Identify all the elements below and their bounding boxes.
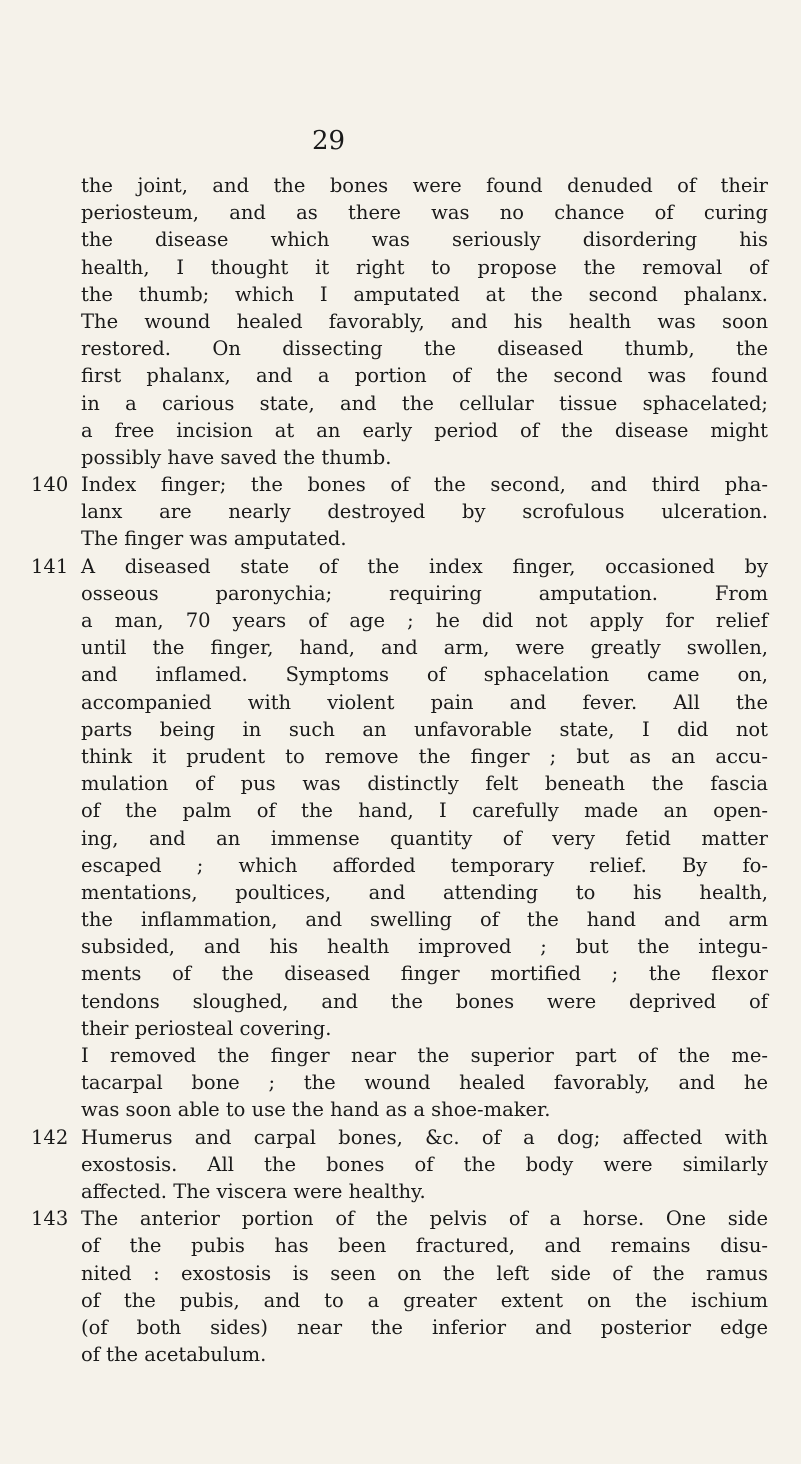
line-text: escaped ; which afforded temporary relief. By fo- [81,853,768,877]
text-line [0,1178,801,1205]
line-text: tendons sloughed, and the bones were deprived of [81,989,768,1013]
line-text: of the pubis has been fractured, and remains disu- [81,1234,768,1258]
text-line [0,281,801,308]
line-text: until the finger, hand, and arm, were greatly swollen, [81,636,768,660]
line-text: The finger was amputated. [81,527,347,551]
page-number: 29 [312,126,346,156]
text-line [0,852,801,879]
line-text: of the pubis, and to a greater extent on the ischium [81,1288,768,1312]
line-text: ing, and an immense quantity of very fetid matter [81,826,768,850]
text-line [0,661,801,688]
specimen-number: 141 [31,554,69,578]
line-text: first phalanx, and a portion of the second was found [81,364,768,388]
line-text: subsided, and his health improved ; but the integu- [81,935,768,959]
text-line [0,1314,801,1341]
text-line [0,1232,801,1259]
text-line [0,960,801,987]
text-line [0,525,801,552]
text-line [0,580,801,607]
line-text: restored. On dissecting the diseased thumb, the [81,337,768,361]
text-line [0,1205,801,1232]
line-text: health, I thought it right to propose the removal of [81,255,768,279]
text-line [0,1151,801,1178]
text-line [0,362,801,389]
text-line [0,743,801,770]
line-text: possibly have saved the thumb. [81,445,392,469]
text-line [0,906,801,933]
line-text: osseous paronychia; requiring amputation. From [81,581,768,605]
text-line [0,797,801,824]
line-text: the disease which was seriously disordering his [81,228,768,252]
specimen-number: 140 [31,473,69,497]
text-line [0,607,801,634]
line-text: tacarpal bone ; the wound healed favorably, and he [81,1071,768,1095]
text-line [0,471,801,498]
text-line [0,308,801,335]
text-line [0,335,801,362]
line-text: parts being in such an unfavorable state, I did not [81,717,768,741]
text-line [0,226,801,253]
line-text: The wound healed favorably, and his health was soon [81,309,768,333]
line-text: accompanied with violent pain and fever. All the [81,690,768,714]
text-line [0,770,801,797]
text-line [0,1042,801,1069]
text-line [0,553,801,580]
line-text: I removed the finger near the superior part of the me- [81,1044,768,1067]
text-line [0,689,801,716]
line-text: mulation of pus was distinctly felt beneath the fascia [81,772,768,796]
line-text: and inflamed. Symptoms of sphacelation came on, [81,663,768,687]
line-text: mentations, poultices, and attending to his health, [81,880,768,904]
line-text: the thumb; which I amputated at the second phalanx. [81,282,768,306]
text-line [0,444,801,471]
line-text: the joint, and the bones were found denuded of their [81,174,768,197]
line-text: Humerus and carpal bones, &c. of a dog; affected with [81,1125,768,1149]
line-text: nited : exostosis is seen on the left side of the ramus [81,1261,768,1285]
line-text: The anterior portion of the pelvis of a horse. One side [81,1207,768,1231]
body-text [0,172,801,1368]
line-text: ments of the diseased finger mortified ; the flexor [81,962,768,986]
text-line [0,1015,801,1042]
line-text: their periosteal covering. [81,1016,332,1040]
text-line [0,1096,801,1123]
text-line [0,634,801,661]
line-text: in a carious state, and the cellular tissue sphacelated; [81,391,768,415]
text-line [0,199,801,226]
line-text: a man, 70 years of age ; he did not apply for relief [81,609,768,632]
line-text: think it prudent to remove the finger ; but as an accu- [81,744,768,768]
text-line [0,498,801,525]
text-line [0,1124,801,1151]
text-line [0,390,801,417]
text-line [0,1069,801,1096]
text-line [0,825,801,852]
line-text: a free incision at an early period of the disease might [81,418,768,442]
text-line [0,417,801,444]
specimen-number: 143 [31,1207,69,1231]
line-text: lanx are nearly destroyed by scrofulous ulceration. [81,500,768,524]
text-line [0,988,801,1015]
line-text: Index finger; the bones of the second, and third pha- [81,473,768,497]
text-line [0,1260,801,1287]
text-line [0,716,801,743]
line-text: affected. The viscera were healthy. [81,1179,426,1203]
text-line [0,254,801,281]
specimen-number: 142 [31,1125,69,1149]
line-text: of the palm of the hand, I carefully made an open- [81,799,768,823]
text-line [0,933,801,960]
text-line [0,879,801,906]
line-text: of the acetabulum. [81,1343,267,1367]
text-line [0,1287,801,1314]
text-line [0,1341,801,1368]
line-text: A diseased state of the index finger, occasioned by [81,554,768,578]
line-text: periosteum, and as there was no chance of curing [81,201,768,225]
line-text: (of both sides) near the inferior and posterior edge [81,1315,768,1339]
line-text: the inflammation, and swelling of the hand and arm [81,908,768,932]
line-text: was soon able to use the hand as a shoe-maker. [81,1098,551,1122]
text-line [0,172,801,199]
line-text: exostosis. All the bones of the body were similarly [81,1152,768,1176]
